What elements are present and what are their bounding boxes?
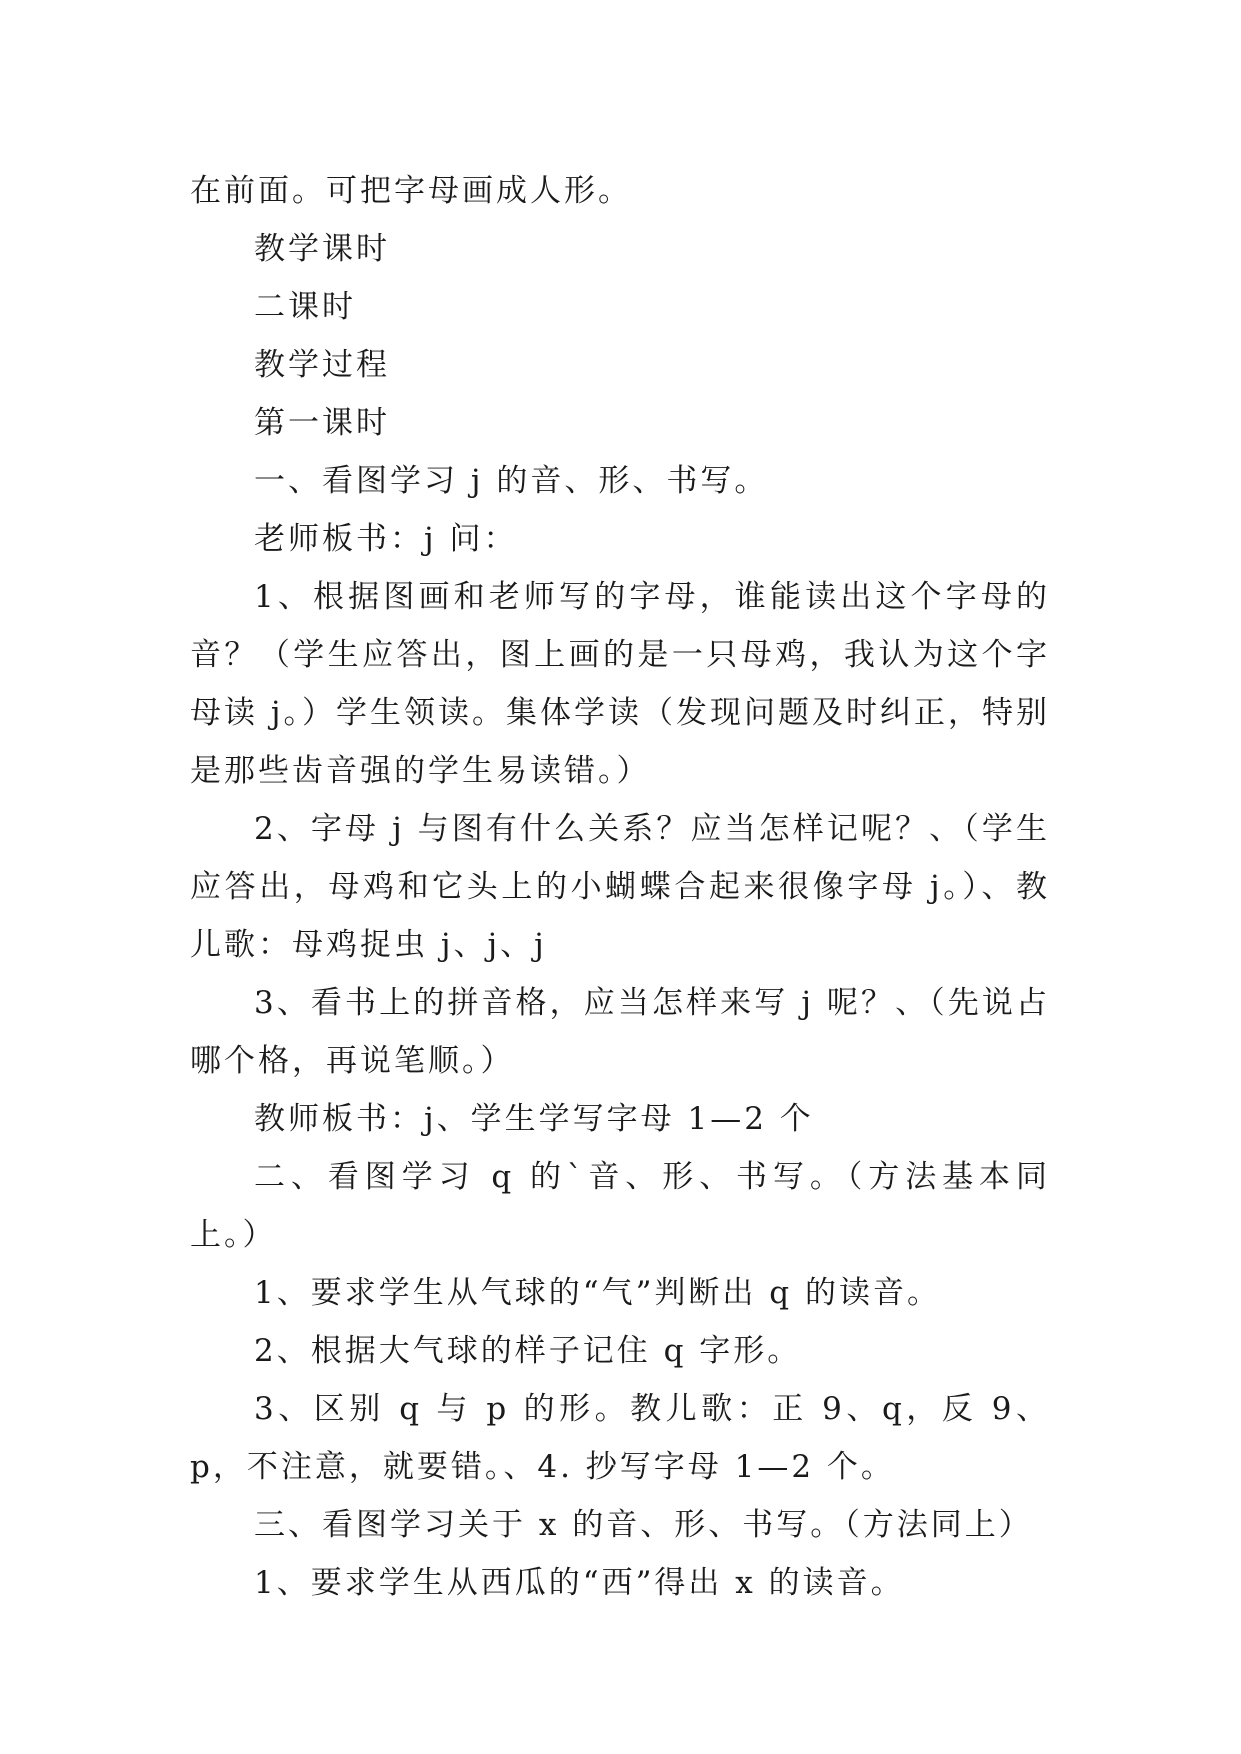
- paragraph: 3、区别 q 与 p 的形。教儿歌：正 9、q，反 9、p，不注意，就要错。、4. 抄写字母 1—2 个。: [190, 1391, 1050, 1485]
- paragraph: 教师板书：j、学生学写字母 1—2 个: [254, 1101, 814, 1137]
- paragraph: 教学过程: [254, 347, 390, 383]
- paragraph: 1、根据图画和老师写的字母，谁能读出这个字母的音？（学生应答出，图上画的是一只母鸡，我认为这个字母读 j。）学生领读。集体学读（发现问题及时纠正，特别是那些齿音强的学生易读错。）: [190, 579, 1050, 789]
- paragraph: 3、看书上的拼音格，应当怎样来写 j 呢？、（先说占哪个格，再说笔顺。）: [190, 985, 1050, 1079]
- paragraph: 1、要求学生从气球的“气”判断出 q 的读音。: [254, 1275, 941, 1311]
- paragraph: 2、根据大气球的样子记住 q 字形。: [254, 1333, 802, 1369]
- paragraph: 1、要求学生从西瓜的“西”得出 x 的读音。: [254, 1565, 905, 1601]
- paragraph: 第一课时: [254, 405, 390, 441]
- document-body: [190, 162, 1050, 1612]
- paragraph: 在前面。可把字母画成人形。: [190, 173, 632, 209]
- paragraph: 老师板书：j 问：: [254, 521, 518, 557]
- paragraph: 2、字母 j 与图有什么关系？应当怎样记呢？、（学生应答出，母鸡和它头上的小蝴蝶合起来很像字母 j。）、教儿歌：母鸡捉虫 j、j、j: [190, 811, 1050, 963]
- paragraph: 三、看图学习关于 x 的音、形、书写。（方法同上）: [254, 1507, 1033, 1543]
- paragraph: 教学课时: [254, 231, 390, 267]
- paragraph: 一、看图学习 j 的音、形、书写。: [254, 463, 769, 499]
- paragraph: 二、看图学习 q 的`音、形、书写。（方法基本同上。）: [190, 1159, 1050, 1253]
- paragraph: 二课时: [254, 289, 356, 325]
